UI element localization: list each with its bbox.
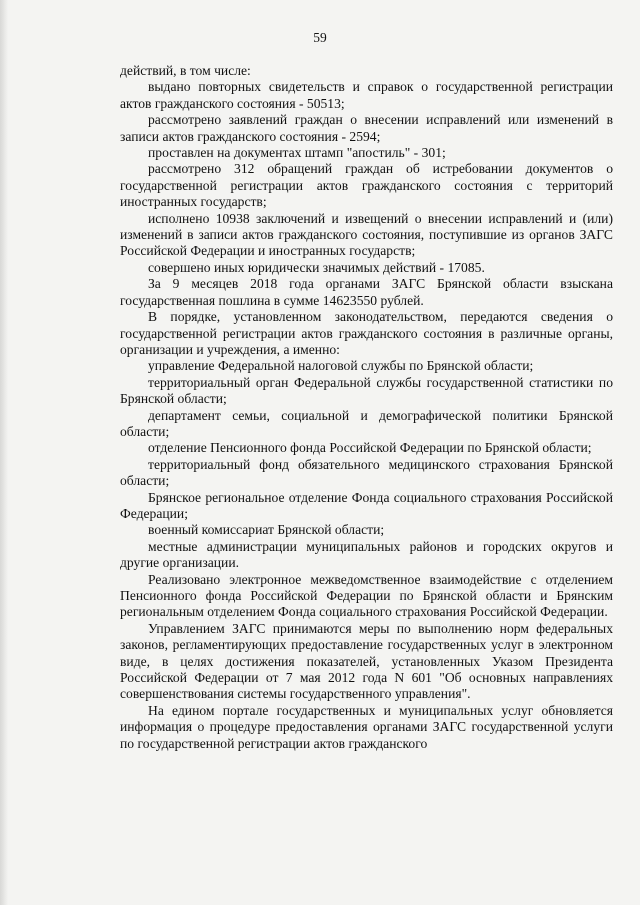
paragraph: отделение Пенсионного фонда Российской Федерации по Брянской области;: [148, 440, 592, 456]
paragraph: департамент семьи, социальной и демографической политики Брянской области;: [120, 407, 613, 439]
document-body: [120, 63, 613, 752]
paragraph: действий, в том числе:: [120, 63, 251, 78]
page-number: 59: [313, 30, 327, 45]
paragraph: проставлен на документах штамп "апостиль" - 301;: [148, 145, 446, 161]
scan-edge-shadow: [0, 0, 8, 905]
paragraph: Реализовано электронное межведомственное взаимодействие с отделением Пенсионного фонда Российской Федерации по Брянской области и Брянским региональным отделением Фонда социального страхования Российской Федерации.: [120, 571, 613, 620]
paragraph: территориальный фонд обязательного медицинского страхования Брянской области;: [120, 456, 613, 489]
paragraph: исполнено 10938 заключений и извещений о внесении исправлений и (или) изменений в записи актов гражданского состояния, поступившие из органов ЗАГС Российской Федерации и иностранных государств;: [120, 210, 613, 259]
paragraph: За 9 месяцев 2018 года органами ЗАГС Брянской области взыскана государственная пошлина в сумме 14623550 рублей.: [120, 276, 613, 308]
paragraph: выдано повторных свидетельств и справок о государственной регистрации актов гражданского состояния - 50513;: [120, 79, 613, 111]
paragraph: рассмотрено 312 обращений граждан об истребовании документов о государственной регистрации актов гражданского состояния с территорий иностранных государств;: [120, 161, 613, 210]
paragraph: Брянское региональное отделение Фонда социального страхования Российской Федерации;: [120, 489, 613, 521]
paragraph: совершено иных юридически значимых действий - 17085.: [148, 259, 485, 275]
paragraph: территориальный орган Федеральной службы государственной статистики по Брянской области;: [120, 374, 613, 407]
paragraph: управление Федеральной налоговой службы по Брянской области;: [148, 358, 534, 374]
paragraph: Управлением ЗАГС принимаются меры по выполнению норм федеральных законов, регламентирующих предоставление государственных услуг в электронном виде, в целях достижения показателей, установленных Указом Президента Российской Федерации от 7 мая 2012 года N 601 "Об основных направлениях совершенствования системы государственного управления".: [120, 620, 613, 702]
paragraph: местные администрации муниципальных районов и городских округов и другие организации.: [120, 538, 613, 571]
paragraph: На едином портале государственных и муниципальных услуг обновляется информация о процедуре предоставления органами ЗАГС государственной услуги по государственной регистрации актов гражданского: [120, 702, 613, 751]
paragraph: В порядке, установленном законодательством, передаются сведения о государственной регистрации актов гражданского состояния в различные органы, организации и учреждения, а именно:: [120, 309, 613, 357]
paragraph: военный комиссариат Брянской области;: [148, 522, 385, 538]
paragraph: рассмотрено заявлений граждан о внесении исправлений или изменений в записи актов гражданского состояния - 2594;: [120, 112, 613, 144]
